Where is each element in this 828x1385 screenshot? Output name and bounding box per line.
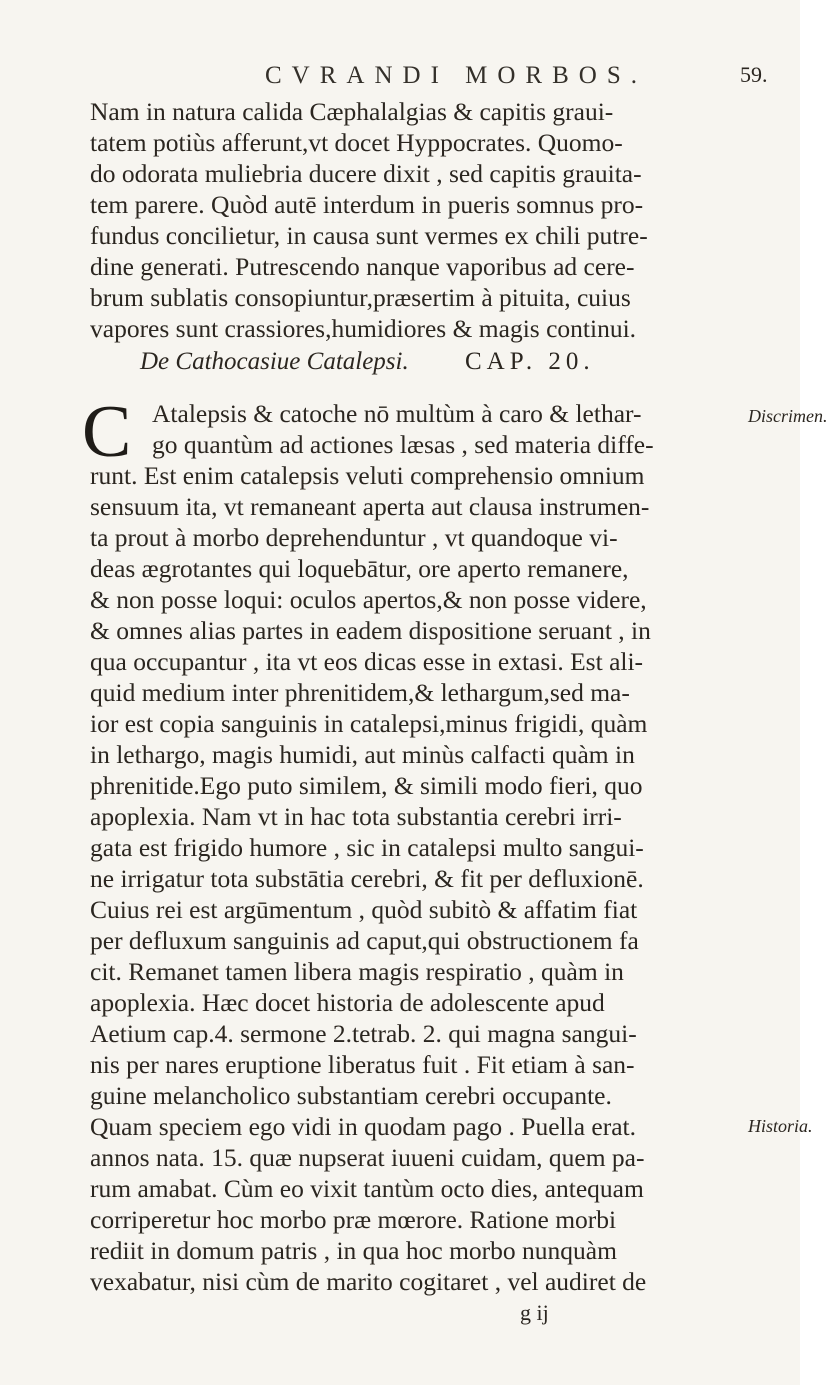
text-line: ne irrigatur tota substātia cerebri, & fit per defluxionē. [90,864,644,893]
text-line: Aetium cap.4. sermone 2.tetrab. 2. qui magna sangui- [90,1019,637,1048]
text-line: & omnes alias partes in eadem dispositione seruant , in [90,616,651,645]
text-line: corriperetur hoc morbo præ mœrore. Ratione morbi [90,1205,617,1234]
text-line: per defluxum sanguinis ad caput,qui obstructionem fa [90,926,639,955]
text-line: vapores sunt crassiores,humidiores & magis continui. [90,314,637,343]
page-header [0,54,800,94]
text-line: & non posse loqui: oculos apertos,& non posse videre, [90,585,647,614]
text-line: deas ægrotantes qui loquebātur, ore aperto remanere, [90,554,629,583]
text-line: gata est frigido humore , sic in catalepsi multo sangui- [90,833,644,862]
chapter-heading [140,348,660,376]
text-line: quid medium inter phrenitidem,& lethargum,sed ma- [90,678,630,707]
margin-note-historia: Historia. [748,1116,813,1136]
text-line: ior est copia sanguinis in catalepsi,minus frigidi, quàm [90,709,648,738]
text-line: go quantùm ad actiones læsas , sed materia diffe- [152,430,654,459]
text-line: dine generati. Putrescendo nanque vaporibus ad cere- [90,252,635,281]
text-line: runt. Est enim catalepsis veluti comprehensio omnium [90,461,645,490]
margin-note-discrimen: Discrimen. [748,406,828,426]
text-line: qua occupantur , ita vt eos dicas esse in extasi. Est ali- [90,647,644,676]
chapter-title: De Cathocasiue Catalepsi. [140,348,409,375]
running-head: CVRANDI MORBOS. [265,62,647,89]
text-line: Quam speciem ego vidi in quodam pago . Puella erat. [90,1112,636,1141]
text-line: in lethargo, magis humidi, aut minùs calfacti quàm in [90,740,635,769]
page-number: 59. [740,62,768,87]
text-line: ta prout à morbo deprehenduntur , vt quandoque vi- [90,523,618,552]
text-line: tem parere. Quòd autē interdum in pueris somnus pro- [90,190,644,219]
text-line: brum sublatis consopiuntur,præsertim à pituita, cuius [90,283,631,312]
text-line: fundus concilietur, in causa sunt vermes ex chili putre- [90,221,648,250]
text-line: vexabatur, nisi cùm de marito cogitaret , vel audiret de [90,1267,647,1296]
text-line: guine melancholico substantiam cerebri occupante. [90,1081,612,1110]
drop-cap: C [82,391,132,473]
text-line: apoplexia. Hæc docet historia de adolescente apud [90,988,605,1017]
text-line: Atalepsis & catoche nō multùm à caro & lethar- [152,399,642,428]
chapter-number: CAP. 20. [464,348,595,375]
text-line: Nam in natura calida Cæphalalgias & capitis graui- [90,97,614,126]
text-line: annos nata. 15. quæ nupserat iuueni cuidam, quem pa- [90,1143,645,1172]
text-line: phrenitide.Ego puto similem, & simili modo fieri, quo [90,771,643,800]
text-line: rum amabat. Cùm eo vixit tantùm octo dies, antequam [90,1174,644,1203]
text-line: rediit in domum patris , in qua hoc morbo nunquàm [90,1236,617,1265]
text-line: cit. Remanet tamen libera magis respiratio , quàm in [90,957,624,986]
text-line: sensuum ita, vt remaneant aperta aut clausa instrumen- [90,492,650,521]
text-line: apoplexia. Nam vt in hac tota substantia cerebri irri- [90,802,622,831]
signature-mark: g ij [520,1300,549,1325]
text-line: nis per nares eruptione liberatus fuit . Fit etiam à san- [90,1050,635,1079]
text-line: Cuius rei est argūmentum , quòd subitò & affatim fiat [90,895,638,924]
text-line: tatem potiùs afferunt,vt docet Hyppocrates. Quomo- [90,128,623,157]
text-line: do odorata muliebria ducere dixit , sed capitis grauita- [90,159,642,188]
